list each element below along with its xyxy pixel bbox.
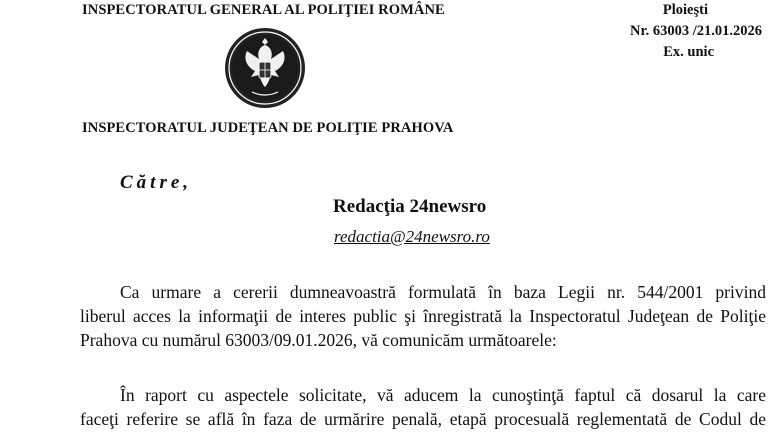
romanian-police-emblem-icon bbox=[222, 22, 308, 114]
paragraph-line: În raport cu aspectele solicitate, vă aducem la cunoştinţă faptul că dosarul la care bbox=[120, 385, 766, 405]
registration-number: Nr. 63003 /21.01.2026 bbox=[630, 23, 762, 39]
county-authority: INSPECTORATUL JUDEŢEAN DE POLIŢIE PRAHOVA bbox=[82, 120, 454, 136]
city: Ploieşti bbox=[662, 2, 708, 18]
paragraph-line: liberul acces la informaţii de interes public şi înregistrată la Inspectoratul Judeţean de Poliţie bbox=[80, 306, 766, 326]
addressee-label: Către, bbox=[120, 172, 193, 193]
recipient-email: redactia@24newsro.ro bbox=[334, 227, 490, 246]
recipient-name: Redacţia 24newsro bbox=[333, 196, 487, 217]
issuing-authority: INSPECTORATUL GENERAL AL POLIŢIEI ROMÂNE bbox=[82, 2, 445, 18]
paragraph-line: Ca urmare a cererii dumneavoastră formulată în baza Legii nr. 544/2001 privind bbox=[120, 282, 766, 302]
paragraph-request bbox=[80, 280, 766, 352]
paragraph-line: Prahova cu numărul 63003/09.01.2026, vă comunicăm următoarele: bbox=[80, 330, 557, 350]
paragraph-line: faceţi referire se află în faza de urmărire penală, etapă procesuală reglementată de Codul de bbox=[80, 409, 766, 429]
copy-note: Ex. unic bbox=[663, 44, 714, 60]
paragraph-response bbox=[80, 383, 766, 431]
